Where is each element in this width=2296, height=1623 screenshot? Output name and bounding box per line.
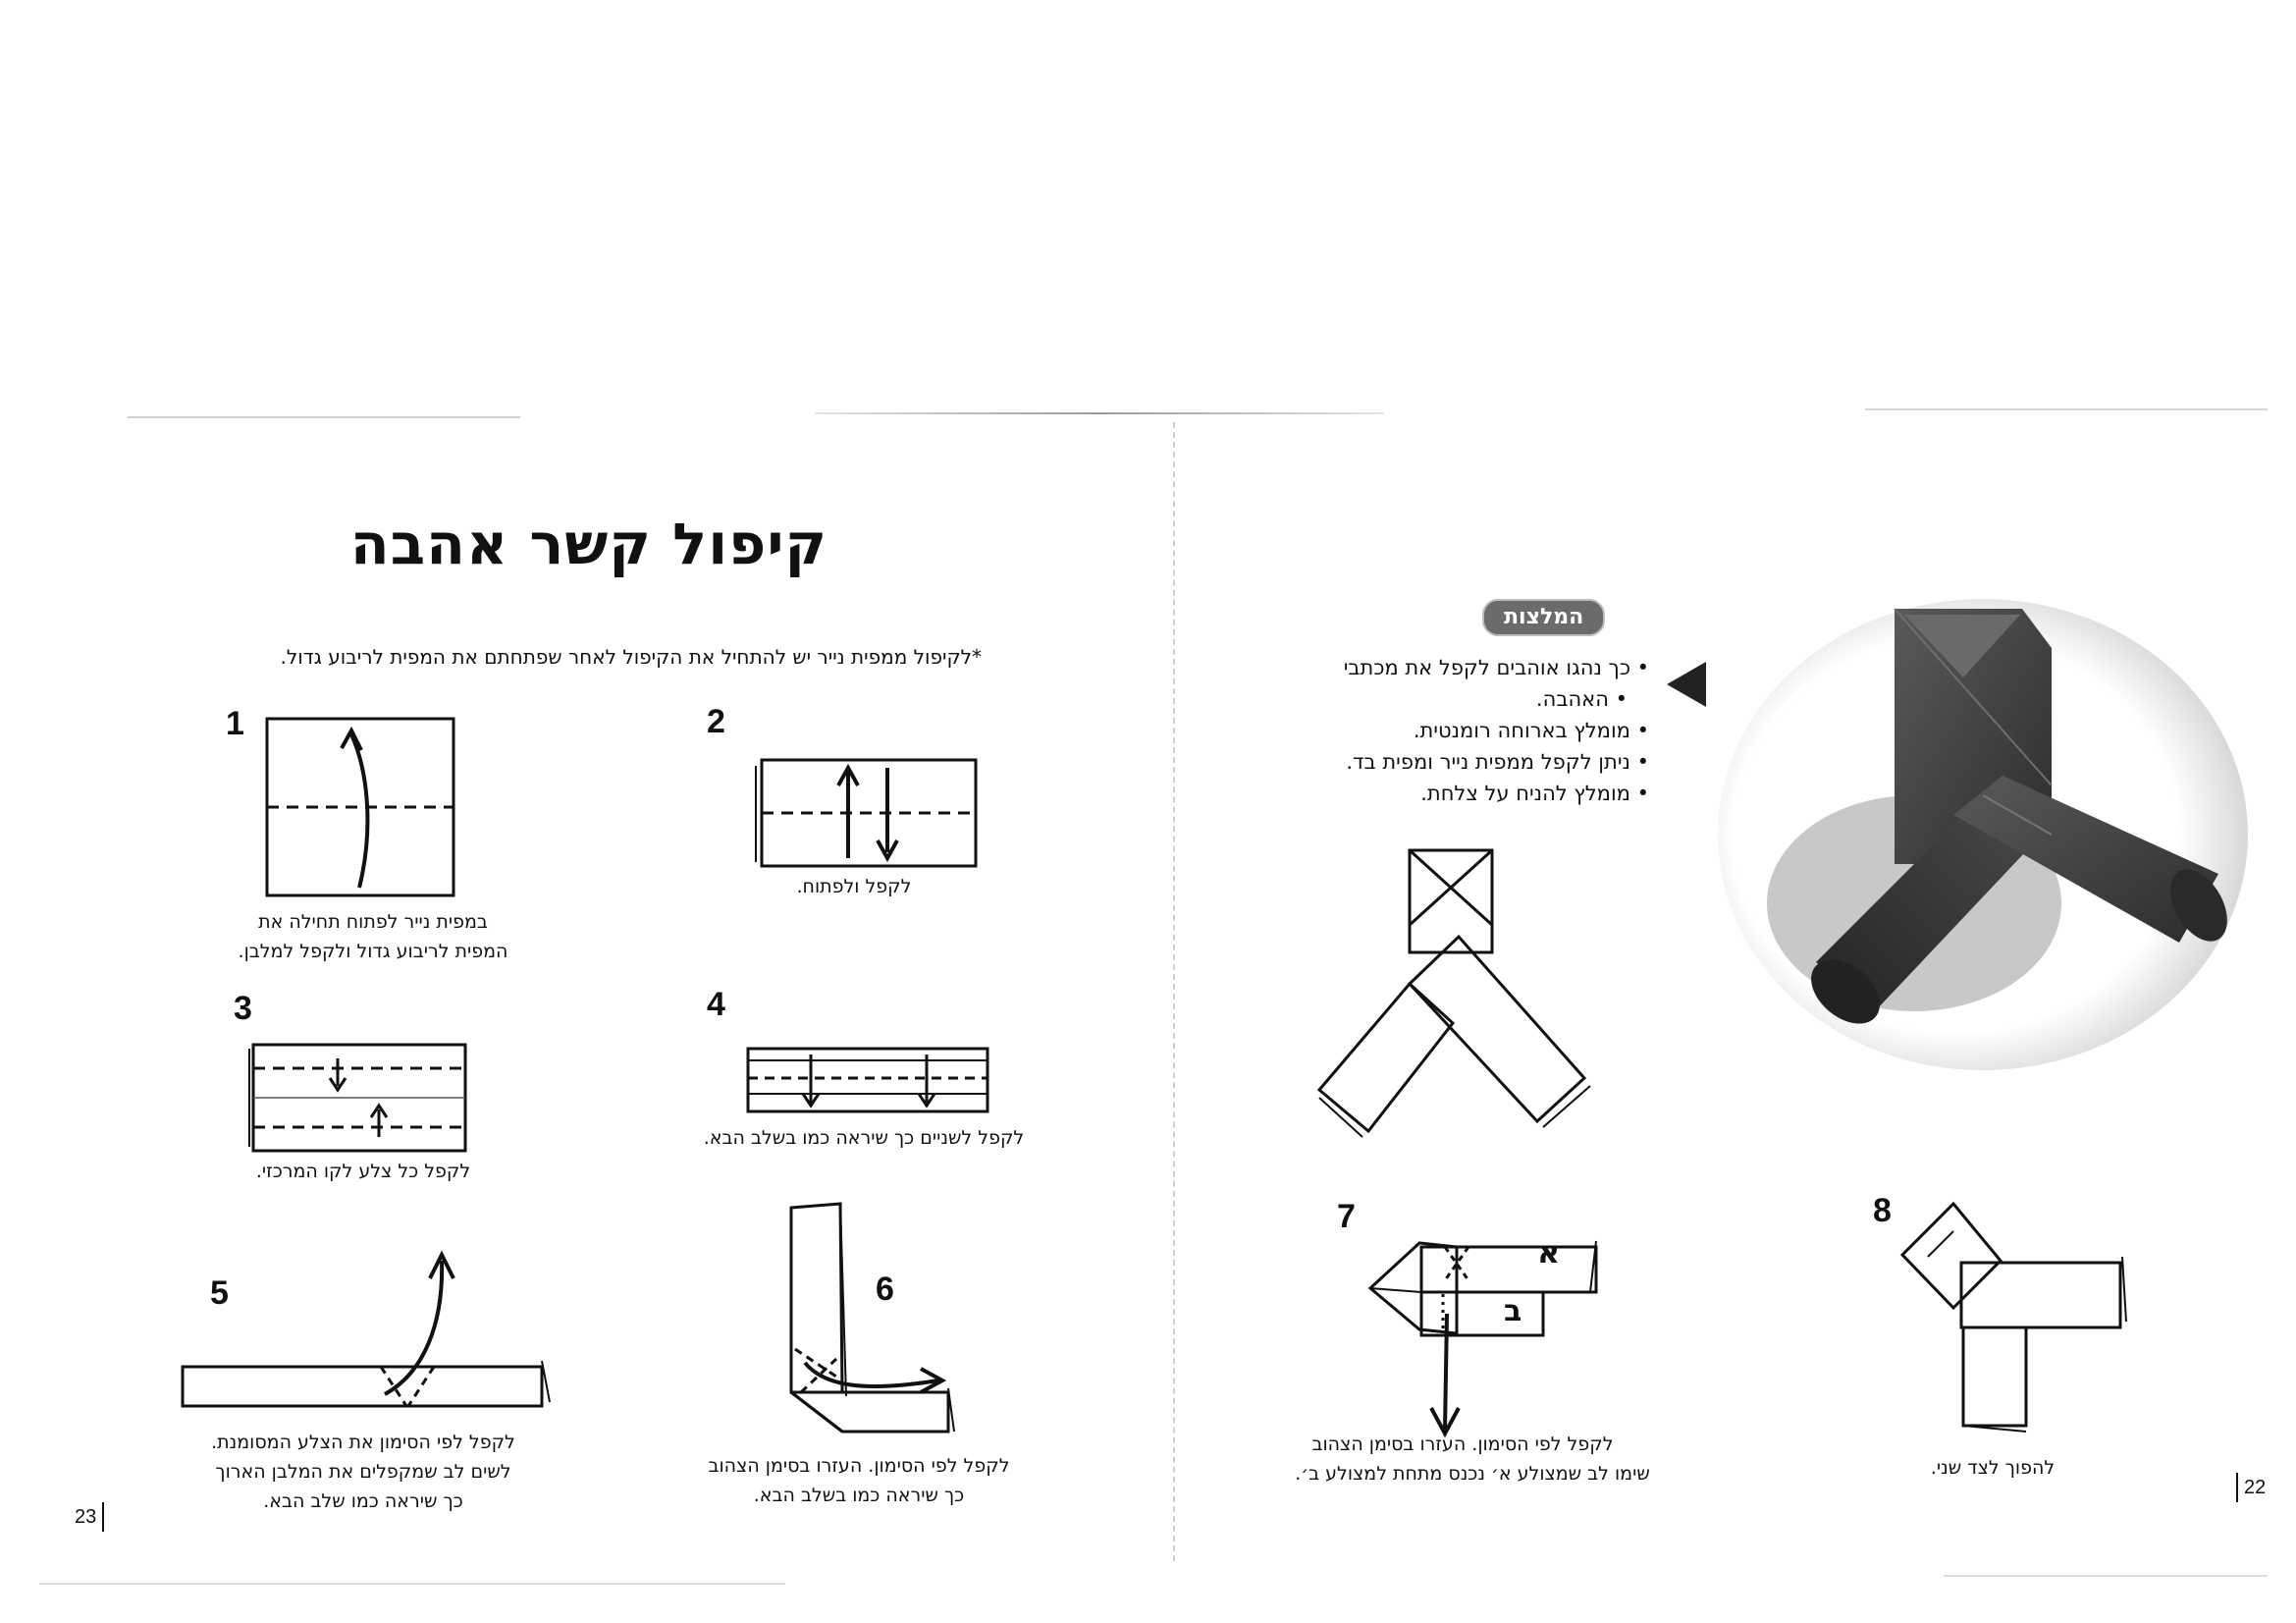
step-1-caption-line2: המפית לריבוע גדול ולקפל למלבן. — [238, 941, 508, 962]
step-6-caption-line1: לקפל לפי הסימון. העזרו בסימן הצהוב — [708, 1455, 1010, 1477]
step-2-caption: לקפל ולפתוח. — [796, 876, 912, 897]
step-7-caption-line2: שימו לב שמצולע א׳ נכנס מתחת למצולע ב׳. — [1295, 1463, 1650, 1485]
finished-knot-photo — [1757, 589, 2248, 1051]
step-4-number: 4 — [707, 986, 725, 1023]
step-7-label-bet: ב — [1504, 1294, 1522, 1328]
page-title: קיפול קשר אהבה — [349, 511, 828, 577]
tip-3: • ניתן לקפל ממפית נייר ומפית בד. — [1276, 746, 1649, 778]
step-5-caption-line1: לקפל לפי הסימון את הצלע המסומנת. — [211, 1432, 515, 1453]
scan-edge-line-center — [815, 412, 1384, 414]
step-3-number: 3 — [234, 990, 252, 1027]
tip-1-continuation: • האהבה. — [1276, 683, 1649, 715]
step-8-number: 8 — [1873, 1192, 1892, 1229]
step-2-number: 2 — [707, 703, 725, 740]
step-1-number: 1 — [226, 705, 244, 742]
scan-edge-line-right — [1865, 408, 2268, 410]
step-7-diagram — [1366, 1225, 1602, 1441]
step-7-number: 7 — [1337, 1198, 1356, 1235]
step-5-number: 5 — [210, 1274, 229, 1312]
step-4-diagram — [742, 1043, 993, 1117]
scan-edge-line-left — [128, 416, 520, 418]
step-5-caption-line3: כך שיראה כמו שלב הבא. — [263, 1490, 463, 1512]
page-fold-line — [1173, 422, 1175, 1561]
pointer-triangle-icon — [1665, 660, 1708, 709]
step-8-caption: להפוך לצד שני. — [1930, 1457, 2056, 1479]
tip-2: • מומלץ בארוחה רומנטית. — [1276, 715, 1649, 746]
step-2-diagram — [754, 754, 980, 870]
step-3-caption: לקפל כל צלע לקו המרכזי. — [255, 1161, 471, 1182]
step-1-caption-line1: במפית נייר לפתוח תחילה את — [258, 911, 488, 933]
step-5-caption-line2: לשים לב שמקפלים את המלבן הארוך — [215, 1461, 511, 1483]
step-1-diagram — [263, 715, 459, 901]
finished-knot-diagram — [1311, 846, 1596, 1141]
step-4-caption: לקפל לשניים כך שיראה כמו בשלב הבא. — [703, 1127, 1025, 1149]
tips-badge: המלצות — [1482, 599, 1605, 636]
step-6-diagram — [785, 1200, 962, 1435]
scan-bottom-line-left — [39, 1583, 785, 1585]
step-6-caption-line2: כך שיראה כמו בשלב הבא. — [753, 1485, 965, 1506]
step-7-label-alef: א — [1537, 1233, 1561, 1271]
intro-note: *לקיפול ממפית נייר יש להתחיל את הקיפול לאחר שפתחתם את המפית לריבוע גדול. — [280, 645, 982, 669]
scan-bottom-line-right — [1944, 1575, 2268, 1577]
step-7-caption-line1: לקפל לפי הסימון. העזרו בסימן הצהוב — [1311, 1434, 1614, 1455]
step-5-diagram — [179, 1245, 552, 1412]
step-8-diagram — [1898, 1200, 2128, 1435]
page-number-right: 22 — [2236, 1473, 2266, 1502]
tips-list — [1276, 652, 1649, 809]
step-3-diagram — [247, 1039, 473, 1155]
tip-4: • מומלץ להניח על צלחת. — [1276, 778, 1649, 809]
tip-1: • כך נהגו אוהבים לקפל את מכתבי — [1276, 652, 1649, 683]
page-number-left: 23 — [75, 1502, 104, 1532]
step-6-number: 6 — [876, 1271, 894, 1308]
